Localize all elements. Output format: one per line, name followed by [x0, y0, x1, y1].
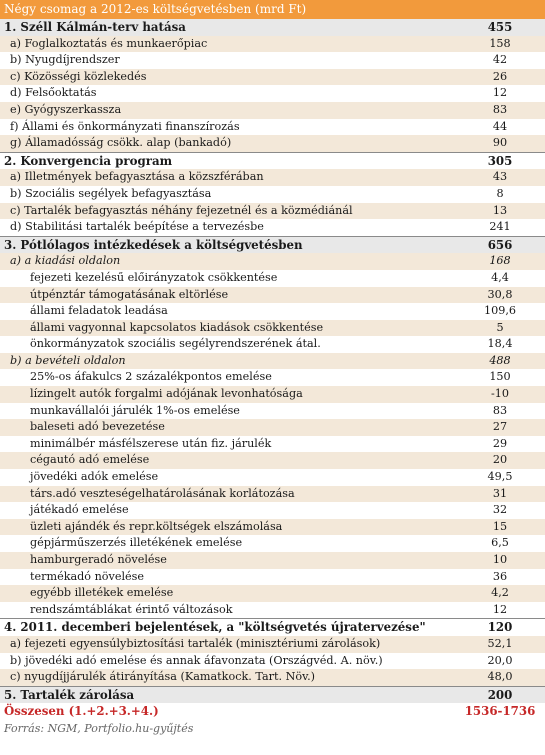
row-label: termékadó növelése [30, 569, 145, 583]
row-value: 6,5 [491, 536, 509, 550]
row-value: 90 [492, 136, 508, 150]
table-row [0, 36, 545, 53]
table-row [0, 535, 545, 552]
row-label: d) Stabilitási tartalék beépítése a tervezésbe [10, 220, 264, 234]
row-label: e) Gyógyszerkassza [10, 102, 122, 116]
table-row [0, 436, 545, 453]
row-label: 5. Tartalék zárolása [4, 687, 135, 702]
table-row [0, 52, 545, 69]
row-value: 4,2 [491, 586, 509, 600]
table-row [0, 119, 545, 136]
table-row [0, 320, 545, 337]
row-value: 83 [492, 403, 508, 417]
row-value: 32 [492, 503, 508, 517]
row-label: 25%-os áfakulcs 2 százalékpontos emelése [30, 370, 272, 384]
row-value: -10 [490, 387, 510, 401]
table-row [0, 569, 545, 586]
row-value: 30,8 [487, 287, 513, 301]
row-label: b) jövedéki adó emelése és annak áfavonzata (Országvéd. A. növ.) [10, 653, 383, 667]
row-label: állami vagyonnal kapcsolatos kiadások csökkentése [30, 320, 324, 334]
row-value: 26 [492, 69, 508, 83]
total-value: 1536-1736 [464, 704, 536, 719]
row-label: a) Foglalkoztatás és munkaerőpiac [10, 36, 208, 50]
row-label: minimálbér másfélszerese után fiz. járulék [30, 436, 272, 450]
row-value: 455 [487, 20, 513, 34]
row-label: egyébb illetékek emelése [30, 586, 174, 600]
table-row [0, 386, 545, 403]
row-label: jövedéki adók emelése [30, 470, 159, 484]
table-row [0, 169, 545, 186]
row-label: a) a kiadási oldalon [10, 254, 121, 268]
table-row [0, 336, 545, 353]
row-value: 10 [492, 553, 508, 566]
table-row [0, 287, 545, 304]
row-value: 5 [496, 320, 504, 334]
table-row [0, 369, 545, 386]
section-header-row [0, 686, 545, 704]
row-label: fejezeti kezelésű előirányzatok csökkentése [30, 270, 278, 284]
row-label: útpénztár támogatásának eltörlése [30, 287, 229, 301]
row-label: f) Állami és önkormányzati finanszírozás [10, 119, 240, 133]
row-value: 49,5 [487, 470, 513, 484]
row-value: 20,0 [487, 653, 513, 667]
row-label: 4. 2011. decemberi bejelentések, a "költségvetés újratervezése" [4, 620, 426, 635]
row-label: társ.adó veszteségelhatárolásának korlátozása [30, 486, 295, 500]
section-header-row [0, 19, 545, 36]
row-value: 27 [492, 420, 508, 434]
table-row [0, 486, 545, 503]
table-row [0, 353, 545, 370]
table-row [0, 519, 545, 536]
table-row [0, 270, 545, 287]
row-label: munkavállalói járulék 1%-os emelése [30, 403, 240, 417]
row-label: gépjárműszerzés illetékének emelése [30, 536, 243, 550]
row-value: 12 [492, 602, 508, 616]
table-row [0, 552, 545, 569]
row-value: 31 [492, 486, 508, 500]
row-label: b) Szociális segélyek befagyasztása [10, 186, 212, 200]
row-value: 120 [487, 620, 513, 635]
row-value: 29 [492, 436, 508, 450]
table-row [0, 203, 545, 220]
row-label: a) Illetmények befagyasztása a közszférában [10, 170, 264, 184]
row-value: 52,1 [487, 636, 513, 650]
row-label: 1. Széll Kálmán-terv hatása [4, 20, 186, 34]
row-label: üzleti ajándék és repr.költségek elszámolása [30, 519, 283, 533]
total-row [0, 703, 545, 720]
table-row [0, 102, 545, 119]
row-label: a) fejezeti egyensúlybiztosítási tartalék (minisztériumi zárolások) [10, 636, 381, 650]
row-label: 2. Konvergencia program [4, 153, 173, 168]
row-label: lízingelt autók forgalmi adójának levonhatósága [30, 387, 303, 401]
row-value: 42 [492, 53, 508, 67]
row-label: állami feladatok leadása [30, 304, 168, 318]
row-label: d) Felsőoktatás [10, 86, 97, 100]
table-row [0, 653, 545, 670]
table-row [0, 85, 545, 102]
row-value: 83 [492, 102, 508, 116]
row-value: 656 [487, 237, 513, 252]
row-value: 48,0 [487, 670, 513, 684]
row-value: 15 [492, 519, 508, 533]
row-value: 36 [492, 569, 508, 583]
table-row [0, 669, 545, 686]
table-body [0, 19, 545, 703]
row-label: 3. Pótlólagos intézkedések a költségvetésben [4, 237, 303, 252]
row-label: b) a bevételi oldalon [10, 353, 126, 367]
row-value: 13 [492, 203, 508, 217]
row-label: cégautó adó emelése [30, 453, 150, 467]
row-label: c) nyugdíjjárulék átirányítása (Kamatkock. Tart. Növ.) [10, 670, 316, 684]
table-row [0, 636, 545, 653]
row-label: baleseti adó bevezetése [30, 420, 165, 434]
row-value: 158 [489, 36, 511, 50]
row-value: 43 [492, 170, 508, 184]
row-value: 109,6 [483, 304, 517, 318]
row-value: 18,4 [487, 337, 513, 351]
table-row [0, 69, 545, 86]
table-row [0, 135, 545, 152]
row-value: 168 [489, 254, 511, 268]
table-row [0, 469, 545, 486]
row-value: 20 [492, 453, 508, 467]
row-value: 4,4 [491, 270, 509, 284]
section-header-row [0, 152, 545, 170]
table-row [0, 186, 545, 203]
row-value: 44 [492, 119, 508, 133]
table-title: Négy csomag a 2012-es költségvetésben (mrd Ft) [0, 0, 545, 19]
table-row [0, 403, 545, 420]
table-row [0, 502, 545, 519]
row-label: c) Közösségi közlekedés [10, 69, 147, 83]
row-value: 305 [487, 153, 513, 168]
row-value: 150 [489, 370, 511, 384]
table-row [0, 303, 545, 320]
row-value: 200 [487, 687, 513, 702]
row-label: hamburgeradó növelése [30, 553, 167, 566]
row-label: önkormányzatok szociális segélyrendszerének átal. [30, 337, 321, 351]
table-row [0, 602, 545, 619]
table-row [0, 585, 545, 602]
source-note: Forrás: NGM, Portfolio.hu-gyűjtés [4, 721, 194, 735]
row-value: 12 [492, 86, 508, 100]
table-row [0, 253, 545, 270]
row-value: 488 [489, 353, 511, 367]
row-label: b) Nyugdíjrendszer [10, 53, 120, 67]
table-row [0, 419, 545, 436]
table-row [0, 219, 545, 236]
section-header-row [0, 236, 545, 254]
row-value: 241 [489, 220, 511, 234]
row-label: rendszámtáblákat érintő változások [30, 602, 233, 616]
table-row [0, 452, 545, 469]
row-value: 8 [496, 186, 504, 200]
total-label: Összesen (1.+2.+3.+4.) [4, 704, 159, 719]
row-label: g) Államadósság csökk. alap (bankadó) [10, 136, 232, 150]
row-label: c) Tartalék befagyasztás néhány fejezetnél és a közmédiánál [10, 203, 353, 217]
section-header-row [0, 618, 545, 636]
row-label: játékadó emelése [30, 503, 129, 517]
